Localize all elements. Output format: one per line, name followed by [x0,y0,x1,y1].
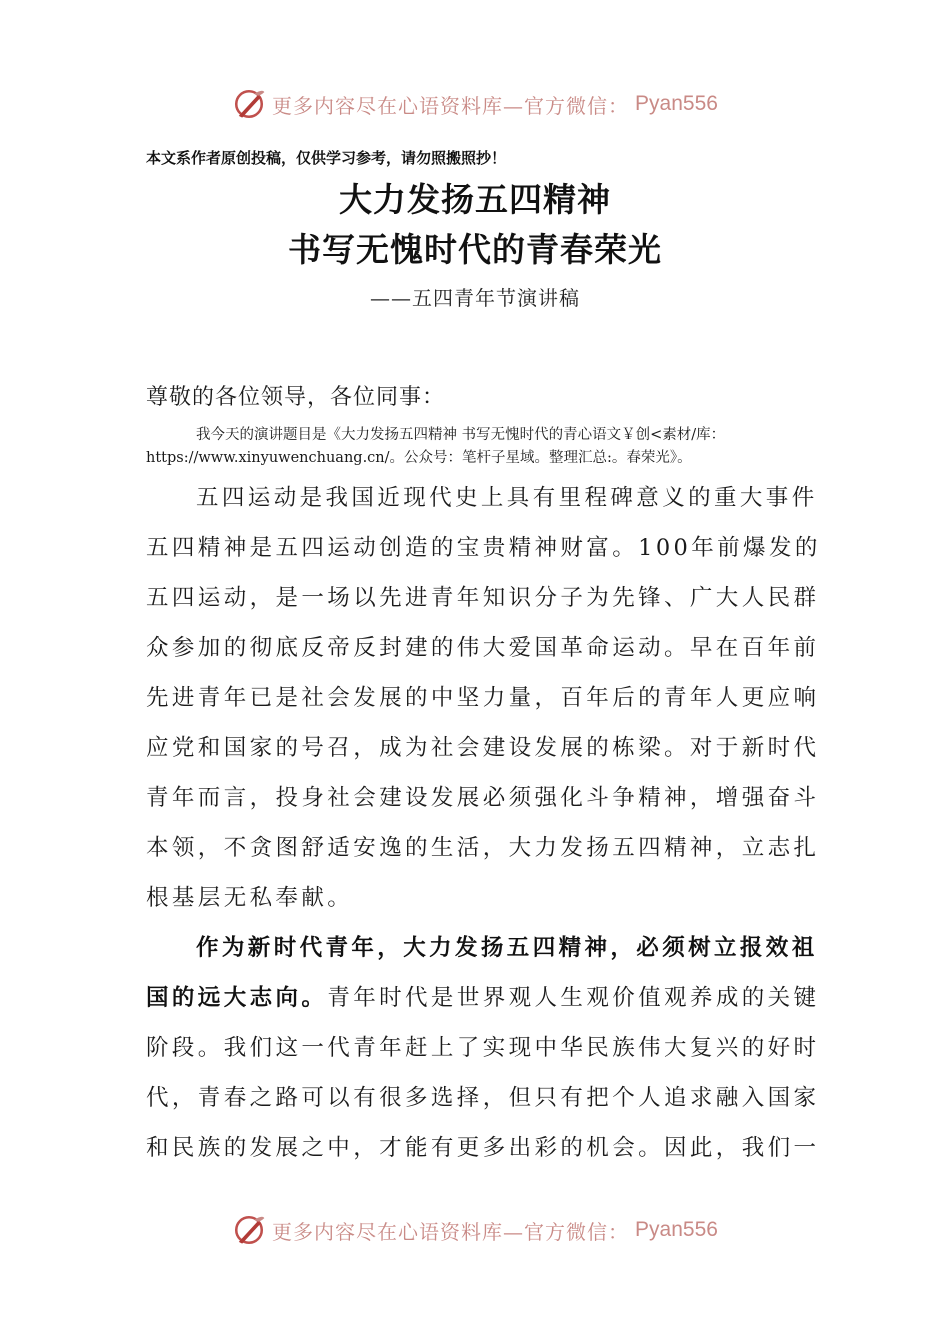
paragraph-1-line: 五四运动，是一场以先进青年知识分子为先锋、广大人民群 [146,585,820,611]
paragraph-2-line: 代，青春之路可以有很多选择，但只有把个人追求融入国家 [146,1085,820,1111]
greeting: 尊敬的各位领导，各位同事： [146,385,446,410]
banner-brand: Pyan556 [635,1218,718,1241]
banner-text: 更多内容尽在心语资料库—官方微信： [272,1219,630,1244]
intro-line-1: 我今天的演讲题目是《大力发扬五四精神 书写无愧时代的青心语文￥创<素材/库： [196,427,726,443]
paragraph-2-line [196,930,818,962]
paragraph-1-line: 五四精神是五四运动创造的宝贵精神财富。100年前爆发的 [146,535,821,561]
paragraph-2-line: 和民族的发展之中，才能有更多出彩的机会。因此，我们一 [146,1135,820,1161]
paragraph-2-heading: 作为新时代青年，大力发扬五四精神，必须树立报效祖 [196,935,818,961]
banner-text: 更多内容尽在心语资料库—官方微信： [272,93,630,118]
banner-brand: Pyan556 [635,92,718,115]
footer-watermark-banner [0,1210,950,1250]
paragraph-1-line: 根基层无私奉献。 [146,885,354,911]
copyright-notice: 本文系作者原创投稿，仅供学习参考，请勿照搬照抄！ [146,149,507,167]
header-watermark-banner [0,84,950,124]
paragraph-1-line: 本领，不贪图舒适安逸的生活，大力发扬五四精神，立志扎 [146,835,820,861]
paragraph-1-line: 青年而言，投身社会建设发展必须强化斗争精神，增强奋斗 [146,785,820,811]
paragraph-1-line: 众参加的彻底反帝反封建的伟大爱国革命运动。早在百年前 [146,635,820,661]
paragraph-2-line: 阶段。我们这一代青年赶上了实现中华民族伟大复兴的好时 [146,1035,820,1061]
paragraph-1-line: 应党和国家的号召，成为社会建设发展的栋梁。对于新时代 [146,735,820,761]
paragraph-2-heading-end: 国的远大志向。 [146,985,328,1011]
intro-line-2: https://www.xinyuwenchuang.cn/。公众号：笔杆子星域。整理汇总:。春荣光》。 [146,450,692,466]
pen-logo-icon [232,87,266,121]
title-line-2: 书写无愧时代的青春荣光 [288,230,662,269]
title-line-1: 大力发扬五四精神 [339,180,611,219]
pen-logo-icon [232,1213,266,1247]
paragraph-2-line [146,980,819,1012]
subtitle: ——五四青年节演讲稿 [370,286,580,310]
paragraph-1-line: 五四运动是我国近现代史上具有里程碑意义的重大事件 [196,485,818,511]
paragraph-2-text: 青年时代是世界观人生观价值观养成的关键 [327,985,820,1011]
paragraph-1-line: 先进青年已是社会发展的中坚力量，百年后的青年人更应响 [146,685,820,711]
